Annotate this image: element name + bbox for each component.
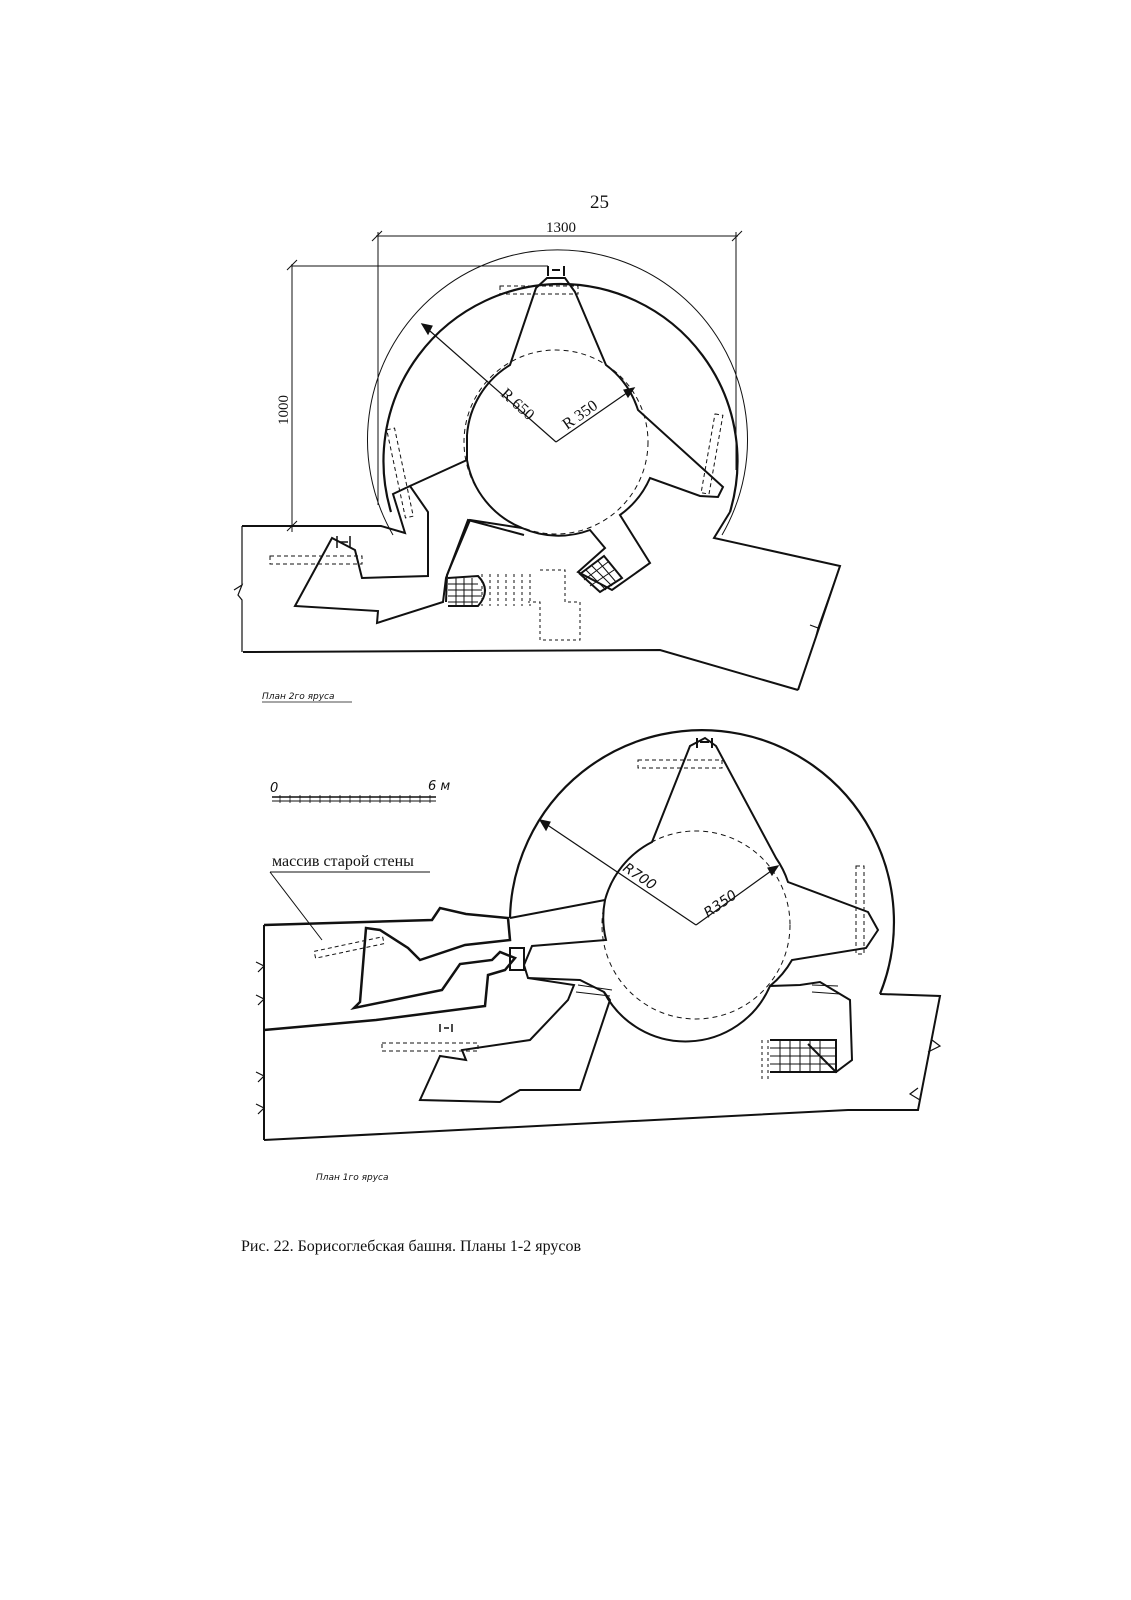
upper-wall-bottom xyxy=(243,650,798,690)
lower-wall-right xyxy=(264,994,940,1140)
lower-side-embrasure xyxy=(440,1024,452,1032)
upper-radius-inner-label: R 350 xyxy=(559,397,601,434)
lower-top-embrasure xyxy=(697,738,712,748)
upper-left-break xyxy=(234,526,242,652)
scale-end-label: 6 м xyxy=(428,779,451,794)
figure-caption: Рис. 22. Борисоглебская башня. Планы 1-2 ярусов xyxy=(241,1238,582,1255)
upper-top-embrasure xyxy=(548,266,564,276)
upper-radius-outer-label: R 650 xyxy=(497,385,538,424)
lower-left-chamber xyxy=(420,978,610,1102)
lower-outer-wall xyxy=(510,730,894,994)
upper-chamber-bottom xyxy=(467,460,522,528)
scale-start-label: 0 xyxy=(270,781,279,796)
plan-lower xyxy=(256,730,940,1140)
lower-small-door xyxy=(510,948,524,970)
lower-left-dashed-slot xyxy=(314,937,384,958)
lower-radius-inner-label: R350 xyxy=(701,887,741,922)
upper-height-label: 1000 xyxy=(276,395,292,425)
old-wall-leader xyxy=(270,872,430,940)
lower-radius-outer-label: R700 xyxy=(619,860,659,894)
lower-left-breaks xyxy=(256,962,264,1114)
upper-right-dashed-slot xyxy=(701,414,723,494)
upper-inner-chamber xyxy=(446,278,723,602)
upper-wall-right xyxy=(714,512,840,690)
lower-old-wall-mass xyxy=(264,908,515,1030)
upper-dashed-stair xyxy=(482,570,580,640)
lower-hatch-lines xyxy=(576,985,840,996)
page-number: 25 xyxy=(590,192,609,213)
upper-radius-lines xyxy=(422,324,634,442)
plan-upper xyxy=(234,231,840,690)
lower-top-dashed-slot xyxy=(638,760,722,768)
old-wall-label: массив старой стены xyxy=(272,853,414,870)
upper-left-embrasure xyxy=(410,435,467,486)
lower-plan-title: План 1го яруса xyxy=(316,1173,389,1183)
upper-outer-wall xyxy=(384,284,738,512)
lower-radius-lines xyxy=(540,820,778,925)
lower-passage xyxy=(510,738,878,986)
upper-left-dashed-slot xyxy=(387,428,414,518)
upper-plan-title: План 2го яруса xyxy=(262,692,335,702)
upper-width-label: 1300 xyxy=(546,220,576,236)
upper-stair-left xyxy=(448,576,485,606)
scale-bar xyxy=(272,795,436,803)
upper-bottom-dashed-slot xyxy=(270,556,362,564)
